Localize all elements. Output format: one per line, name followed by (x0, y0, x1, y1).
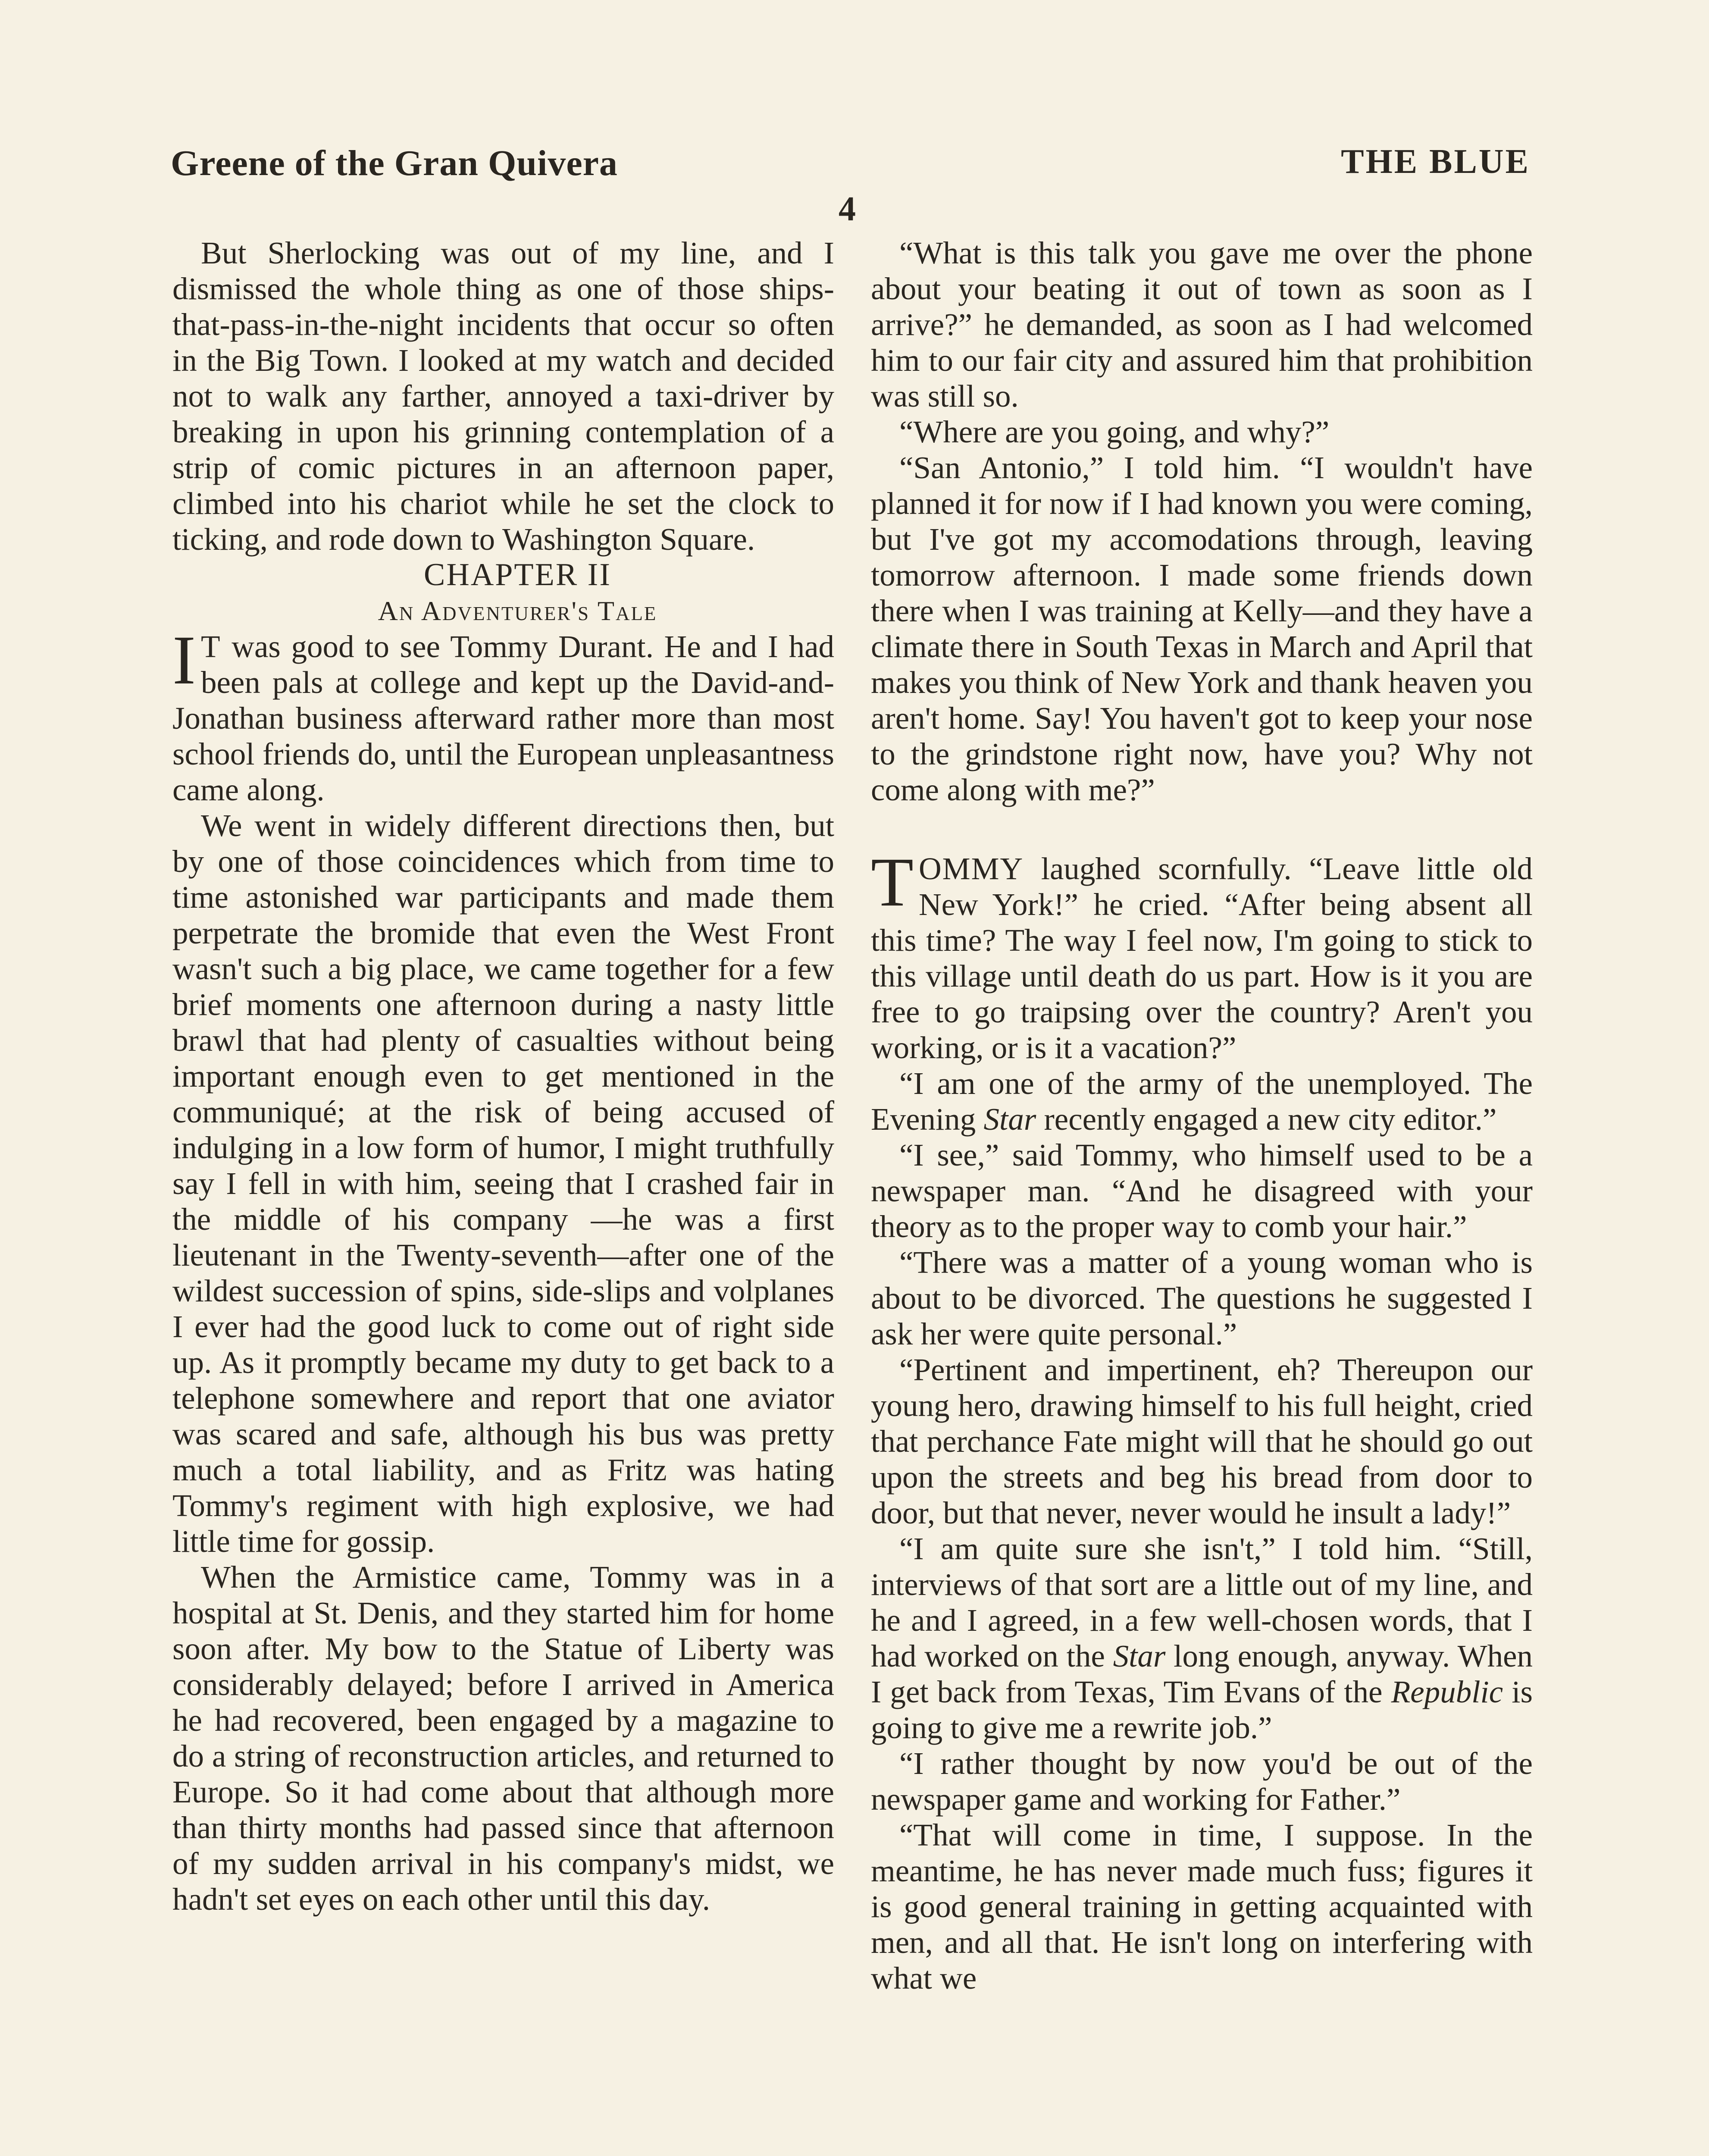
text-run: long enough, anyway. When I get back from Texas, Tim Evans of the (871, 1639, 1533, 1709)
paragraph: “That will come in time, I suppose. In the meantime, he has never made much fuss; figures it is good general training in getting acquainted with men, and all that. He isn't long on interfering with what we (871, 1818, 1533, 1996)
paragraph-text: laughed scornfully. “Leave little old New York!” he cried. “After being absent all this time? The way I feel now, I'm going to stick to this village until death do us part. How is it you are free to go traipsing over the country? Aren't you working, or is it a vacation?” (871, 851, 1533, 1065)
text-run: recently engaged a new city editor.” (1036, 1102, 1497, 1137)
left-column (172, 235, 834, 1917)
page-number: 4 (839, 190, 856, 228)
text-run: “I am quite sure she isn't,” I told him. “Still, interviews of that sort are a little out of my line, and he and I agreed, in a few well-chosen words, that I had worked on the (871, 1531, 1533, 1673)
paragraph: “Where are you going, and why?” (899, 414, 1330, 449)
paragraph: “I rather thought by now you'd be out of the newspaper game and working for Father.” (871, 1746, 1533, 1817)
paragraph (871, 1065, 1533, 1137)
running-title: Greene of the Gran Quivera (171, 143, 618, 183)
chapter-title: An Adventurer's Tale (378, 595, 657, 626)
paragraph: “Pertinent and impertinent, eh? Thereupon our young hero, drawing himself to his full height, cried that perchance Fate might will that he should go out upon the streets and beg his bread from door to door, but that never, never would he insult a lady!” (871, 1352, 1533, 1530)
text-run: “I am one of the army of the unemployed. The Evening (871, 1066, 1533, 1137)
lead-caps: T (200, 629, 221, 664)
paragraph: “I see,” said Tommy, who himself used to be a newspaper man. “And he disagreed with your theory as to the proper way to comb your hair.” (871, 1138, 1533, 1244)
paragraph: “What is this talk you gave me over the phone about your beating it out of town as soon as I arrive?” he demanded, as soon as I had welcomed him to our fair city and assured him that prohibition was still so. (871, 235, 1533, 414)
magazine-name: THE BLUE (1341, 143, 1530, 181)
paragraph: But Sherlocking was out of my line, and I dismissed the whole thing as one of those ships-that-pass-in-the-night incidents that occur so often in the Big Town. I looked at my watch and decided not to walk any farther, annoyed a taxi-driver by breaking in upon his grinning contemplation of a strip of comic pictures in an afternoon paper, climbed into his chariot while he set the clock to ticking, and rode down to Washington Square. (172, 235, 834, 557)
paragraph-text: was good to see Tommy Durant. He and I had been pals at college and kept up the David-and-Jonathan business afterward rather more than most school friends do, until the European unpleasantness came along. (172, 629, 834, 807)
italic-run: Star (1113, 1639, 1166, 1673)
paragraph-dropcap (871, 844, 1533, 1065)
drop-cap: T (871, 844, 914, 921)
italic-run: Republic (1391, 1674, 1503, 1709)
drop-cap: I (172, 622, 196, 699)
paragraph-dropcap (172, 622, 834, 808)
text-run: is going to give me a rewrite job.” (871, 1674, 1533, 1745)
paragraph: “There was a matter of a young woman who is about to be divorced. The questions he suggested I ask her were quite personal.” (871, 1245, 1533, 1351)
lead-caps: OMMY (918, 851, 1024, 886)
italic-run: Star (983, 1102, 1036, 1137)
paragraph: We went in widely different directions then, but by one of those coincidences which from time to time astonished war participants and made them perpetrate the bromide that even the West Front wasn't such a big place, we came together for a few brief moments one afternoon during a nasty little brawl that had plenty of casualties without being important enough even to get mentioned in the communiqué; at the risk of being accused of indulging in a low form of humor, I might truthfully say I fell in with him, seeing that I crashed fair in the middle of his company —he was a first lieutenant in the Twenty-seventh—after one of the wildest succession of spins, side-slips and volplanes I ever had the good luck to come out of right side up. As it promptly became my duty to get back to a telephone somewhere and report that one aviator was scared and safe, although his bus was pretty much a total liability, and as Fritz was hating Tommy's regiment with high explosive, we had little time for gossip. (172, 808, 834, 1559)
right-column (871, 235, 1533, 1996)
paragraph (871, 1531, 1533, 1745)
paragraph: “San Antonio,” I told him. “I wouldn't have planned it for now if I had known you were coming, but I've got my accomodations through, leaving tomorrow afternoon. I made some friends down there when I was training at Kelly—and they have a climate there in South Texas in March and April that makes you think of New York and thank heaven you aren't home. Say! You haven't got to keep your nose to the grindstone right now, have you? Why not come along with me?” (871, 450, 1533, 807)
chapter-heading: CHAPTER II (424, 557, 611, 592)
paragraph: When the Armistice came, Tommy was in a hospital at St. Denis, and they started him for home soon after. My bow to the Statue of Liberty was considerably delayed; before I arrived in America he had recovered, been engaged by a magazine to do a string of reconstruction articles, and returned to Europe. So it had come about that although more than thirty months had passed since that afternoon of my sudden arrival in his company's midst, we hadn't set eyes on each other until this day. (172, 1560, 834, 1917)
